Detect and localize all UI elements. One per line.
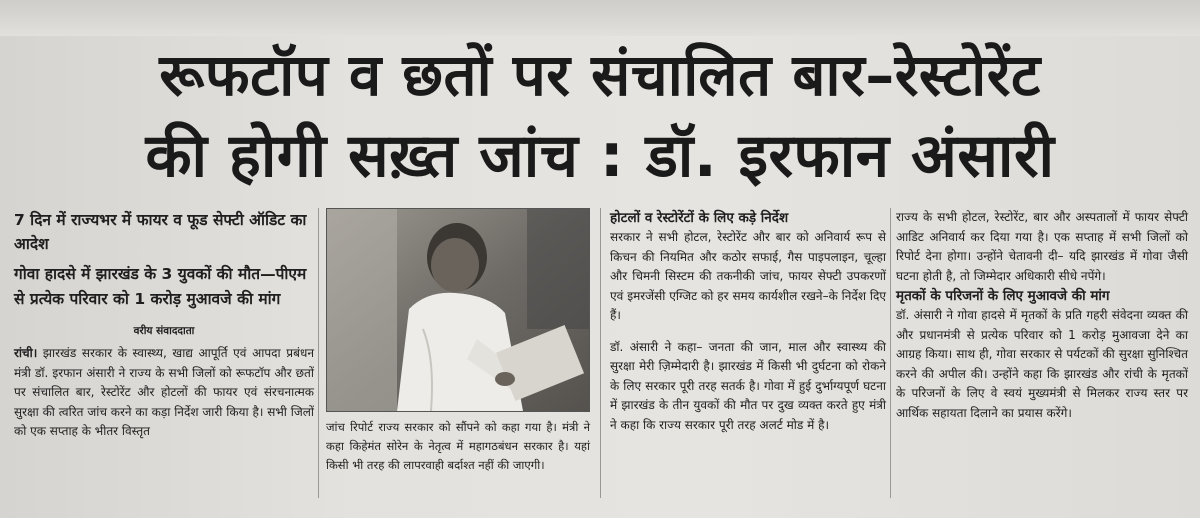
subheading-audit: 7 दिन में राज्यभर में फायर व फूड सेफ्टी ऑडिट का आदेश <box>14 211 307 253</box>
headline-line-2: की होगी सख़्त जांच : डॉ. इरफान अंसारी <box>145 121 1055 191</box>
column-divider <box>318 208 319 498</box>
article-body-text: झारखंड सरकार के स्वास्थ्य, खाद्य आपूर्ति एवं आपदा प्रबंधन मंत्री डॉ. इरफान अंसारी ने राज्य के सभी जिलों को रूफटॉप और छतों पर संचालित बार, रेस्टोरेंट और होटलों की फायर एवं संरचनात्मक सुरक्षा की त्वरित जांच करने का कड़ा निर्देश जारी किया है। सभी जिलों को एक सप्ताह के भीतर विस्तृत <box>14 346 314 438</box>
section-heading-hotels: होटलों व रेस्टोरेंटों के लिए कड़े निर्देश <box>610 210 789 226</box>
photo-continuation-text: जांच रिपोर्ट राज्य सरकार को सौंपने को कहा गया है। मंत्री ने कहा किहेमंत सोरेन के नेतृत्व में महागठबंधन सरकार है। यहां किसी भी तरह की लापरवाही बर्दाश्त नहीं की जाएगी। <box>326 420 590 472</box>
compensation-paragraph: डॉ. अंसारी ने गोवा हादसे में मृतकों के प्रति गहरी संवेदना व्यक्त की और प्रधानमंत्री से प्रत्येक परिवार को 1 करोड़ मुआवजा देने का आग्रह किया। साथ ही, गोवा सरकार से पर्यटकों की सुरक्षा सुनिश्चित करने की अपील की। उन्होंने कहा कि झारखंड और रांची के मृतकों के परिजनों के लिए वे स्वयं मुख्यमंत्री से मिलकर राज्य स्तर पर आर्थिक सहायता दिलाने का प्रयास करेंगे। <box>896 308 1188 420</box>
column-1 <box>14 208 314 442</box>
column-divider <box>890 208 891 498</box>
column-4 <box>896 208 1188 423</box>
minister-photo <box>326 208 590 412</box>
ansari-quote-paragraph: डॉ. अंसारी ने कहा– जनता की जान, माल और स्वास्थ्य की सुरक्षा मेरी ज़िम्मेदारी है। झारखंड में किसी भी दुर्घटना को रोकने के लिए सरकार पूरी तरह सतर्क है। गोवा में हुई दुर्भाग्यपूर्ण घटना में झारखंड के तीन युवकों की मौत पर दुख व्यक्त करते हुए मंत्री ने कहा कि राज्य सरकार पूरी तरह अलर्ट मोड में है। <box>610 339 886 432</box>
column-2 <box>326 208 590 487</box>
section-heading-compensation: मृतकों के परिजनों के लिए मुआवजे की मांग <box>896 288 1110 304</box>
subheading-goa: गोवा हादसे में झारखंड के 3 युवकों की मौत—पीएम से प्रत्येक परिवार को 1 करोड़ मुआवजे की मांग <box>14 265 307 308</box>
minister-photo-image <box>327 209 589 411</box>
article-body-start <box>14 344 314 442</box>
dateline: रांची। <box>14 346 38 360</box>
hotels-paragraph: सरकार ने सभी होटल, रेस्टोरेंट और बार को अनिवार्य रूप से किचन की नियमित और कठोर सफाई, गैस पाइपलाइन, चूल्हा और चिमनी सिस्टम की तकनीकी जांच, फायर सेफ्टी उपकरणों एवं इमरजेंसी एग्जिट को हर समय कार्यशील रखने–के निर्देश दिए हैं। <box>610 230 886 322</box>
column-3 <box>610 208 886 435</box>
audit-paragraph: राज्य के सभी होटल, रेस्टोरेंट, बार और अस्पतालों में फायर सेफ्टी आडिट अनिवार्य कर दिया गया है। एक सप्ताह में सभी जिलों को रिपोर्ट देना होगा। उन्होंने चेतावनी दी– यदि झारखंड में गोवा जैसी घटना होती है, तो जिम्मेदार अधिकारी सीधे नपेंगे। <box>896 210 1188 283</box>
top-edge <box>0 0 1200 36</box>
byline: वरीय संवाददाता <box>133 325 195 337</box>
column-divider <box>600 208 601 498</box>
headline-line-1: रूफटॉप व छतों पर संचालित बार–रेस्टोरेंट <box>159 41 1041 109</box>
